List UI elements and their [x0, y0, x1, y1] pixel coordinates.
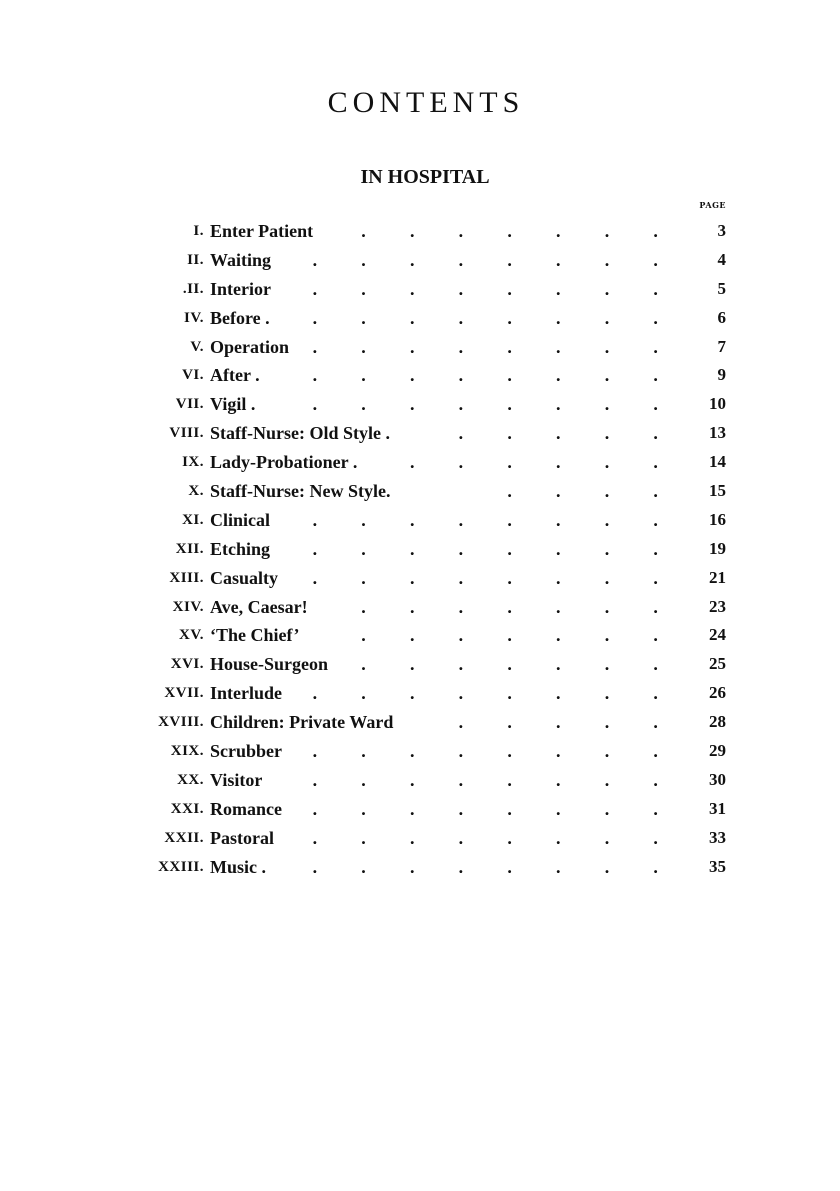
leader-dot: . [653, 538, 658, 559]
leader-dot: . [604, 394, 610, 415]
leader-dot: . [409, 307, 415, 328]
dot-leader [260, 333, 680, 362]
leader-dot: . [458, 856, 464, 877]
leader-dot: . [361, 683, 366, 704]
leader-dot: . [604, 249, 610, 270]
leader-dot: . [653, 856, 658, 877]
chapter-numeral: XI. [182, 511, 204, 528]
leader-dot: . [653, 394, 658, 415]
leader-dot: . [653, 596, 658, 617]
leader-dot: . [458, 827, 464, 848]
contents-entry [0, 506, 840, 535]
leader-dot: . [604, 278, 610, 299]
leader-dot: . [556, 741, 561, 762]
leader-dot: . [361, 625, 366, 646]
page-number: 4 [717, 249, 726, 269]
leader-dot: . [604, 596, 610, 617]
leader-dot: . [556, 307, 561, 328]
leader-dot: . [604, 712, 610, 733]
leader-dot: . [653, 769, 658, 790]
leader-dot: . [361, 538, 366, 559]
chapter-title: Romance [210, 798, 282, 819]
contents-entry [0, 246, 840, 275]
leader-dot: . [361, 249, 366, 270]
leader-dot: . [409, 278, 415, 299]
leader-dot: . [604, 856, 610, 877]
chapter-title: Casualty [210, 567, 279, 588]
chapter-numeral: V. [190, 338, 204, 355]
leader-dot: . [556, 423, 561, 444]
leader-dot: . [458, 221, 464, 241]
leader-dot: . [458, 769, 464, 790]
contents-entry [0, 390, 840, 419]
chapter-title: Interlude [210, 683, 282, 704]
dot-leader [260, 304, 680, 333]
section-title: IN HOSPITAL [360, 166, 490, 188]
chapter-numeral: XIV. [172, 598, 204, 615]
leader-dot: . [653, 452, 658, 473]
page-number: 5 [717, 278, 726, 298]
leader-dot: . [409, 798, 415, 819]
page-number: 26 [709, 683, 726, 703]
chapter-title: After . [210, 365, 260, 386]
leader-dot: . [556, 452, 561, 473]
contents-entry [0, 361, 840, 390]
leader-dot: . [312, 336, 318, 357]
leader-dot: . [361, 221, 366, 241]
leader-dot: . [507, 741, 512, 762]
page-number: 24 [709, 625, 726, 645]
contents-entry [0, 708, 840, 737]
leader-dot: . [312, 827, 318, 848]
leader-dot: . [604, 683, 610, 704]
dot-leader [260, 564, 680, 593]
leader-dot: . [312, 538, 318, 559]
chapter-title: Children: Private Ward [210, 712, 394, 733]
leader-dot: . [409, 567, 415, 588]
chapter-numeral: VII. [175, 396, 204, 413]
leader-dot: . [556, 538, 561, 559]
leader-dot: . [556, 365, 561, 386]
leader-dot: . [507, 394, 512, 415]
leader-dot: . [312, 798, 318, 819]
leader-dot: . [556, 278, 561, 299]
leader-dot: . [604, 625, 610, 646]
chapter-numeral: VIII. [169, 425, 204, 442]
contents-entry [0, 275, 840, 304]
leader-dot: . [507, 625, 512, 646]
dot-leader [260, 766, 680, 795]
leader-dot: . [653, 683, 658, 704]
leader-dot: . [361, 394, 366, 415]
leader-dot: . [361, 769, 366, 790]
leader-dot: . [653, 567, 658, 588]
leader-dot: . [312, 365, 318, 386]
chapter-numeral: XVIII. [158, 714, 204, 731]
leader-dot: . [653, 827, 658, 848]
leader-dot: . [312, 769, 318, 790]
leader-dot: . [361, 278, 366, 299]
chapter-numeral: XXI. [170, 800, 204, 817]
chapter-title: Operation [210, 336, 289, 357]
leader-dot: . [653, 712, 658, 733]
leader-dot: . [604, 423, 610, 444]
leader-dot: . [458, 683, 464, 704]
chapter-numeral: I. [193, 223, 204, 239]
leader-dot: . [556, 712, 561, 733]
contents-entry [0, 564, 840, 593]
chapter-numeral: XII. [175, 540, 204, 557]
leader-dot: . [653, 625, 658, 646]
chapter-title: Staff-Nurse: Old Style . [210, 423, 390, 444]
leader-dot: . [653, 509, 658, 530]
dot-leader [260, 535, 680, 564]
page-number: 29 [709, 741, 726, 761]
leader-dot: . [507, 481, 512, 502]
dot-leader [260, 621, 680, 650]
chapter-title: Interior [210, 278, 271, 299]
contents-entry [0, 448, 840, 477]
leader-dot: . [409, 596, 415, 617]
leader-dot: . [604, 221, 610, 241]
leader-dot: . [604, 741, 610, 762]
leader-dot: . [653, 741, 658, 762]
leader-dot: . [361, 307, 366, 328]
leader-dot: . [604, 827, 610, 848]
leader-dot: . [653, 307, 658, 328]
contents-entry [0, 853, 840, 882]
leader-dot: . [653, 336, 658, 357]
chapter-title: ‘The Chief’ [210, 625, 300, 646]
leader-dot: . [556, 856, 561, 877]
leader-dot: . [409, 625, 415, 646]
leader-dot: . [604, 654, 610, 675]
leader-dot: . [361, 336, 366, 357]
leader-dot: . [361, 654, 366, 675]
chapter-title: Visitor [210, 769, 263, 790]
leader-dot: . [604, 567, 610, 588]
dot-leader [260, 593, 680, 622]
leader-dot: . [361, 509, 366, 530]
dot-leader [260, 217, 680, 246]
dot-leader [260, 795, 680, 824]
leader-dot: . [604, 538, 610, 559]
leader-dot: . [556, 596, 561, 617]
leader-dot: . [507, 249, 512, 270]
leader-dot: . [458, 452, 464, 473]
leader-dot: . [312, 278, 318, 299]
page-number: 21 [709, 567, 726, 587]
contents-entry [0, 593, 840, 622]
leader-dot: . [409, 856, 415, 877]
leader-dot: . [458, 278, 464, 299]
leader-dot: . [507, 567, 512, 588]
leader-dot: . [507, 278, 512, 299]
chapter-numeral: XVI. [170, 656, 204, 673]
leader-dot: . [653, 249, 658, 270]
leader-dot: . [556, 683, 561, 704]
leader-dot: . [507, 683, 512, 704]
leader-dot: . [556, 798, 561, 819]
leader-dot: . [458, 423, 464, 444]
leader-dot: . [507, 336, 512, 357]
leader-dot: . [556, 654, 561, 675]
leader-dot: . [458, 538, 464, 559]
chapter-numeral: X. [188, 483, 204, 500]
leader-dot: . [409, 452, 415, 473]
leader-dot: . [312, 249, 318, 270]
contents-entry [0, 217, 840, 246]
leader-dot: . [361, 567, 366, 588]
chapter-title: Vigil . [210, 394, 256, 415]
chapter-title: Pastoral [210, 827, 274, 848]
page-number: 10 [709, 394, 726, 414]
leader-dot: . [409, 221, 415, 241]
leader-dot: . [409, 394, 415, 415]
dot-leader [260, 708, 680, 737]
leader-dot: . [604, 307, 610, 328]
leader-dot: . [653, 798, 658, 819]
chapter-numeral: XIX. [170, 743, 204, 760]
leader-dot: . [556, 509, 561, 530]
chapter-title: Enter Patient [210, 221, 314, 241]
leader-dot: . [653, 221, 658, 241]
chapter-numeral: XXIII. [158, 858, 204, 875]
leader-dot: . [409, 683, 415, 704]
leader-dot: . [604, 769, 610, 790]
leader-dot: . [507, 827, 512, 848]
leader-dot: . [458, 336, 464, 357]
leader-dot: . [507, 509, 512, 530]
chapter-numeral: .II. [182, 280, 204, 297]
leader-dot: . [312, 741, 318, 762]
leader-dot: . [312, 307, 318, 328]
contents-entry [0, 679, 840, 708]
page-number: 14 [709, 452, 726, 472]
leader-dot: . [507, 365, 512, 386]
leader-dot: . [507, 769, 512, 790]
contents-entry [0, 650, 840, 679]
leader-dot: . [409, 769, 415, 790]
chapter-title: Etching [210, 538, 271, 559]
contents-entry [0, 795, 840, 824]
chapter-numeral: II. [187, 251, 204, 268]
leader-dot: . [507, 712, 512, 733]
contents-entry [0, 419, 840, 448]
contents-entry [0, 333, 840, 362]
leader-dot: . [507, 654, 512, 675]
leader-dot: . [507, 596, 512, 617]
leader-dot: . [556, 221, 561, 241]
chapter-title: Clinical [210, 509, 271, 530]
dot-leader [260, 419, 680, 448]
leader-dot: . [556, 827, 561, 848]
leader-dot: . [312, 567, 318, 588]
contents-entry [0, 737, 840, 766]
chapter-title: Waiting [210, 249, 272, 270]
page-number: 28 [709, 712, 726, 732]
leader-dot: . [458, 712, 464, 733]
leader-dot: . [409, 538, 415, 559]
leader-dot: . [458, 741, 464, 762]
page-number: 25 [709, 654, 726, 674]
leader-dot: . [507, 307, 512, 328]
dot-leader [260, 506, 680, 535]
dot-leader [260, 361, 680, 390]
leader-dot: . [507, 856, 512, 877]
dot-leader [260, 477, 680, 506]
leader-dot: . [312, 509, 318, 530]
leader-dot: . [507, 452, 512, 473]
chapter-title: Music . [210, 856, 266, 877]
dot-leader [260, 275, 680, 304]
leader-dot: . [458, 625, 464, 646]
contents-entry [0, 304, 840, 333]
leader-dot: . [409, 654, 415, 675]
leader-dot: . [604, 365, 610, 386]
leader-dot: . [507, 221, 512, 241]
leader-dot: . [458, 365, 464, 386]
leader-dot: . [458, 596, 464, 617]
leader-dot: . [409, 509, 415, 530]
leader-dot: . [653, 278, 658, 299]
page-number: 23 [709, 596, 726, 616]
dot-leader [260, 246, 680, 275]
leader-dot: . [361, 798, 366, 819]
page-number: 35 [709, 856, 726, 876]
leader-dot: . [556, 249, 561, 270]
dot-leader [260, 853, 680, 882]
leader-dot: . [409, 365, 415, 386]
leader-dot: . [409, 249, 415, 270]
page-number: 13 [709, 423, 726, 443]
chapter-title: House-Surgeon [210, 654, 329, 675]
page-number: 16 [709, 509, 726, 529]
leader-dot: . [653, 481, 658, 502]
page-column-label: PAGE [699, 200, 726, 210]
chapter-title: Lady-Probationer . [210, 452, 358, 473]
contents-entry [0, 766, 840, 795]
leader-dot: . [653, 654, 658, 675]
leader-dot: . [604, 452, 610, 473]
leader-dot: . [653, 365, 658, 386]
dot-leader [260, 650, 680, 679]
dot-leader [260, 448, 680, 477]
dot-leader [260, 390, 680, 419]
leader-dot: . [556, 625, 561, 646]
chapter-numeral: IX. [182, 454, 204, 471]
page-number: 6 [717, 307, 726, 327]
leader-dot: . [604, 336, 610, 357]
leader-dot: . [312, 683, 318, 704]
leader-dot: . [653, 423, 658, 444]
leader-dot: . [458, 509, 464, 530]
leader-dot: . [458, 394, 464, 415]
chapter-numeral: XXII. [164, 829, 204, 846]
contents-entry [0, 824, 840, 853]
leader-dot: . [409, 741, 415, 762]
leader-dot: . [361, 741, 366, 762]
leader-dot: . [507, 798, 512, 819]
dot-leader [260, 679, 680, 708]
leader-dot: . [556, 769, 561, 790]
chapter-numeral: IV. [184, 309, 204, 326]
page-number: 30 [709, 769, 726, 789]
leader-dot: . [458, 307, 464, 328]
chapter-numeral: XX. [177, 771, 204, 788]
chapter-title: Before . [210, 307, 270, 328]
leader-dot: . [361, 856, 366, 877]
leader-dot: . [604, 798, 610, 819]
contents-entry [0, 621, 840, 650]
leader-dot: . [556, 567, 561, 588]
leader-dot: . [312, 856, 318, 877]
chapter-title: Staff-Nurse: New Style. [210, 481, 391, 502]
leader-dot: . [507, 423, 512, 444]
page-number: 15 [709, 481, 726, 501]
chapter-title: Ave, Caesar! [210, 596, 308, 617]
leader-dot: . [361, 827, 366, 848]
chapter-numeral: VI. [182, 367, 204, 384]
leader-dot: . [604, 481, 610, 502]
leader-dot: . [361, 596, 366, 617]
leader-dot: . [409, 336, 415, 357]
leader-dot: . [458, 798, 464, 819]
leader-dot: . [556, 481, 561, 502]
leader-dot: . [409, 827, 415, 848]
leader-dot: . [556, 394, 561, 415]
chapter-numeral: XVII. [164, 685, 204, 702]
dot-leader [260, 737, 680, 766]
leader-dot: . [361, 365, 366, 386]
leader-dot: . [556, 336, 561, 357]
leader-dot: . [312, 394, 318, 415]
leader-dot: . [458, 567, 464, 588]
chapter-numeral: XV. [179, 627, 204, 644]
page-number: 33 [709, 827, 726, 847]
page-number: 31 [709, 798, 726, 818]
contents-list [0, 217, 840, 881]
leader-dot: . [458, 249, 464, 270]
dot-leader [260, 824, 680, 853]
page-number: 7 [717, 336, 726, 356]
leader-dot: . [604, 509, 610, 530]
contents-entry [0, 535, 840, 564]
page-title: CONTENTS [327, 86, 525, 119]
page-number: 3 [717, 221, 726, 240]
leader-dot: . [458, 654, 464, 675]
leader-dot: . [507, 538, 512, 559]
contents-entry [0, 477, 840, 506]
chapter-numeral: XIII. [169, 569, 204, 586]
chapter-title: Scrubber [210, 741, 282, 762]
page-number: 19 [709, 538, 726, 558]
page-number: 9 [717, 365, 726, 385]
